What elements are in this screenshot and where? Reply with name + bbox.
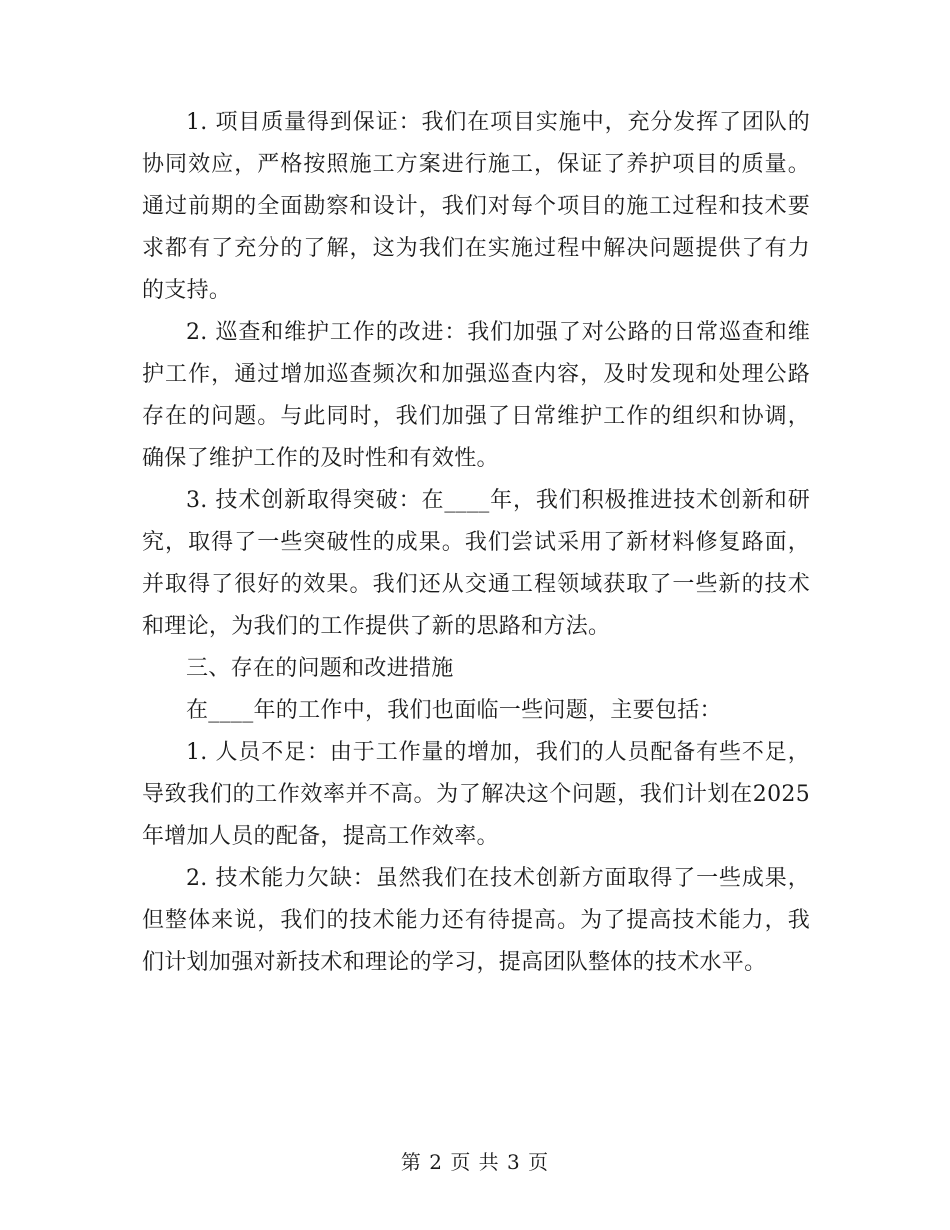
paragraph-inspection-maintenance: 2. 巡查和维护工作的改进：我们加强了对公路的日常巡查和维护工作，通过增加巡查频次和加强巡查内容，及时发现和处理公路存在的问题。与此同时，我们加强了日常维护工作的组织和协调，确保了维护工作的及时性和有效性。 xyxy=(142,320,810,471)
paragraph-tech-innovation: 3. 技术创新取得突破：在____年，我们积极推进技术创新和研究，取得了一些突破性的成果。我们尝试采用了新材料修复路面，并取得了很好的效果。我们还从交通工程领域获取了一些新的技术和理论，为我们的工作提供了新的思路和方法。 xyxy=(142,488,810,639)
paragraph-project-quality: 1. 项目质量得到保证：我们在项目实施中，充分发挥了团队的协同效应，严格按照施工方案进行施工，保证了养护项目的质量。通过前期的全面勘察和设计，我们对每个项目的施工过程和技术要求都有了充分的了解，这为我们在实施过程中解决问题提供了有力的支持。 xyxy=(142,110,810,303)
paragraph-staff-shortage: 1. 人员不足：由于工作量的增加，我们的人员配备有些不足，导致我们的工作效率并不高。为了解决这个问题，我们计划在2025年增加人员的配备，提高工作效率。 xyxy=(142,740,810,849)
page-body xyxy=(142,102,810,984)
paragraph-tech-capability: 2. 技术能力欠缺：虽然我们在技术创新方面取得了一些成果，但整体来说，我们的技术能力还有待提高。为了提高技术能力，我们计划加强对新技术和理论的学习，提高团队整体的技术水平。 xyxy=(142,866,810,975)
section-heading-problems: 三、存在的问题和改进措施 xyxy=(186,656,454,681)
paragraph-problems-intro: 在____年的工作中，我们也面临一些问题，主要包括： xyxy=(186,698,722,723)
page-number-footer: 第 2 页 共 3 页 xyxy=(400,1150,550,1174)
